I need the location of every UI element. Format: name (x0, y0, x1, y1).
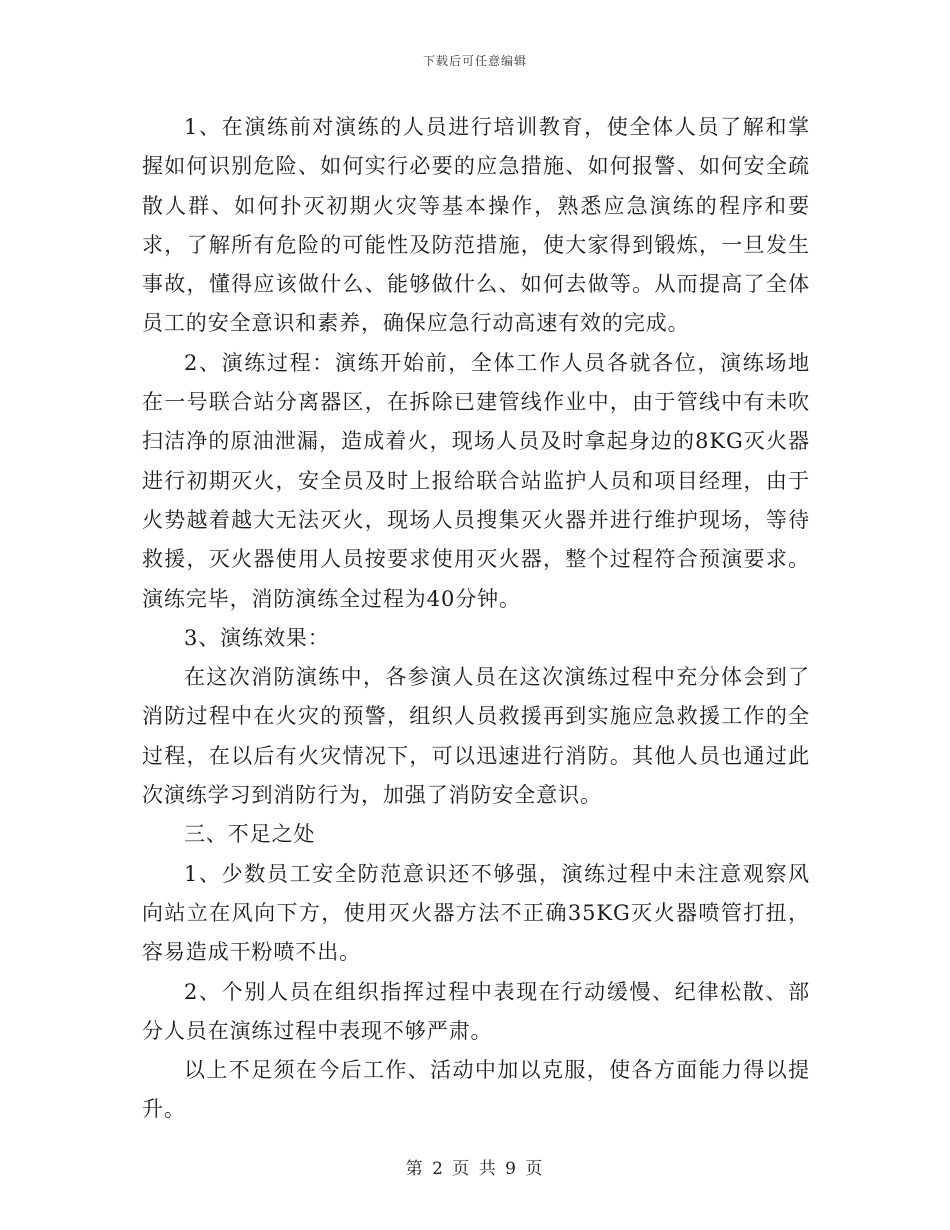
paragraph-training: 1、在演练前对演练的人员进行培训教育，使全体人员了解和掌握如何识别危险、如何实行必要的应急措施、如何报警、如何安全疏散人群、如何扑灭初期火灾等基本操作，熟悉应急演练的程序和要求，了解所有危险的可能性及防范措施，使大家得到锻炼，一旦发生事故，懂得应该做什么、能够做什么、如何去做等。从而提高了全体员工的安全意识和素养，确保应急行动高速有效的完成。 (142, 115, 810, 336)
document-body (142, 108, 810, 1130)
paragraph-shortcoming-2: 2、个别人员在组织指挥过程中表现在行动缓慢、纪律松散、部分人员在演练过程中表现不够严肃。 (142, 979, 810, 1043)
section-heading-shortcomings: 三、不足之处 (184, 822, 316, 847)
page-header: 下载后可任意编辑 (422, 54, 527, 68)
paragraph-drill-process: 2、演练过程：演练开始前，全体工作人员各就各位，演练场地在一号联合站分离器区，在拆除已建管线作业中，由于管线中有未吹扫洁净的原油泄漏，造成着火，现场人员及时拿起身边的8KG灭火器进行初期灭火，安全员及时上报给联合站监护人员和项目经理，由于火势越着越大无法灭火，现场人员搜集灭火器并进行维护现场，等待救援，灭火器使用人员按要求使用灭火器，整个过程符合预演要求。演练完毕，消防演练全过程为40分钟。 (142, 350, 810, 611)
paragraph-drill-effect: 在这次消防演练中，各参演人员在这次演练过程中充分体会到了消防过程中在火灾的预警，组织人员救援再到实施应急救援工作的全过程，在以后有火灾情况下，可以迅速进行消防。其他人员也通过此次演练学习到消防行为，加强了消防安全意识。 (142, 665, 810, 808)
paragraph-drill-effect-heading: 3、演练效果： (184, 625, 330, 650)
page-number-footer: 第 2 页 共 9 页 (405, 1159, 545, 1179)
paragraph-shortcoming-1: 1、少数员工安全防范意识还不够强，演练过程中未注意观察风向站立在风向下方，使用灭火器方法不正确35KG灭火器喷管打扭，容易造成干粉喷不出。 (142, 861, 810, 965)
paragraph-conclusion: 以上不足须在今后工作、活动中加以克服，使各方面能力得以提升。 (142, 1058, 810, 1122)
